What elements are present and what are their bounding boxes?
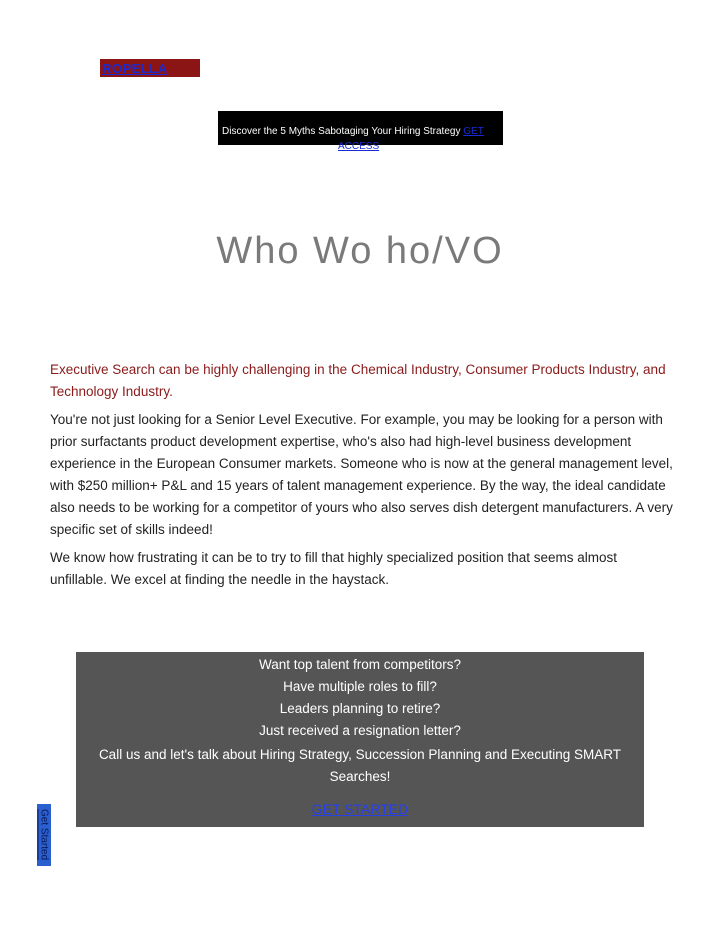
get-started-side-tab[interactable] bbox=[37, 804, 51, 866]
cta-box bbox=[76, 652, 644, 827]
promo-banner-link-continued[interactable]: ACCESS bbox=[338, 141, 380, 152]
cta-question: Leaders planning to retire? bbox=[279, 701, 441, 716]
cta-question: Want top talent from competitors? bbox=[258, 657, 462, 672]
side-tab-label: Get Started bbox=[38, 809, 50, 861]
cta-call-text: Call us and let's talk about Hiring Strategy, Succession Planning and Executing SMART Searches! bbox=[98, 747, 622, 784]
main-content bbox=[50, 359, 675, 597]
body-paragraph-2: We know how frustrating it can be to try to fill that highly specialized position that seems almost unfillable. We excel at finding the needle in the haystack. bbox=[50, 550, 618, 587]
logo-link[interactable]: ROPELLA bbox=[102, 60, 168, 76]
logo[interactable] bbox=[100, 59, 200, 77]
cta-question: Just received a resignation letter? bbox=[259, 723, 461, 738]
promo-banner-link[interactable]: GET bbox=[463, 126, 484, 137]
body-paragraph-1: You're not just looking for a Senior Level Executive. For example, you may be looking for a person with prior surfactants product development expertise, who's also had high-level business development experience in the European Consumer markets. Someone who is now at the general management level, with $250 million+ P&L and 15 years of talent management experience. By the way, the ideal candidate also needs to be working for a competitor of yours who also serves dish detergent manufacturers. A very specific set of skills indeed! bbox=[50, 412, 673, 537]
lead-paragraph: Executive Search can be highly challenging in the Chemical Industry, Consumer Products Industry, and Technology Industry. bbox=[50, 362, 666, 399]
hero-title: Who Wo ho/VO bbox=[216, 230, 504, 272]
get-started-button[interactable]: GET STARTED bbox=[311, 801, 409, 817]
cta-question: Have multiple roles to fill? bbox=[283, 679, 437, 694]
promo-banner-message: Discover the 5 Myths Sabotaging Your Hiring Strategy bbox=[222, 126, 461, 137]
